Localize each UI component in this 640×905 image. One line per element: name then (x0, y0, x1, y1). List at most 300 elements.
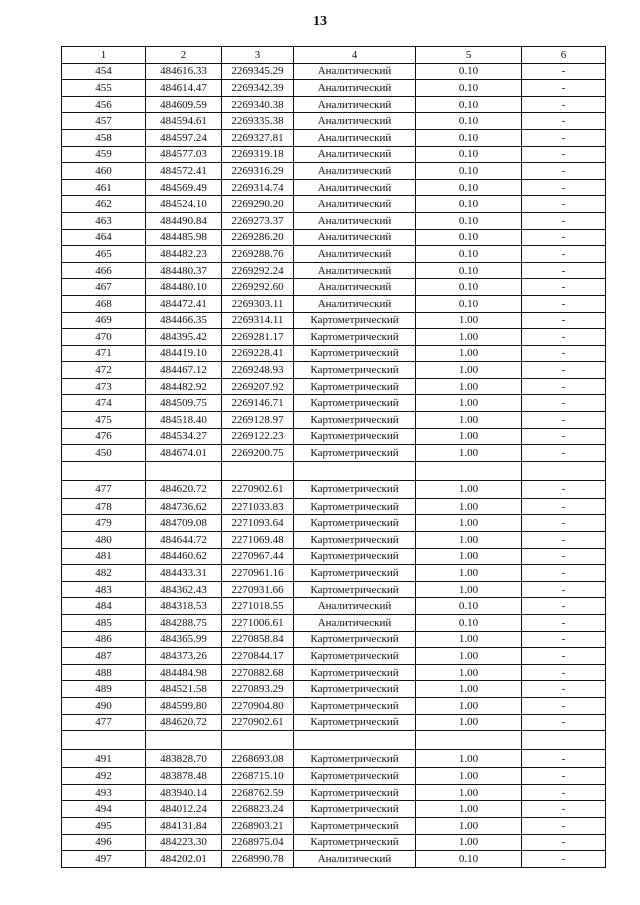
table-cell: 484466.35 (146, 312, 222, 329)
table-row (62, 196, 606, 213)
table-cell: 2271006.61 (222, 615, 294, 632)
table-cell: - (522, 345, 606, 362)
table-cell: 1.00 (416, 681, 522, 698)
table-cell: - (522, 581, 606, 598)
table-cell: - (522, 498, 606, 515)
table-cell: 2269128.97 (222, 412, 294, 429)
table-cell: - (522, 565, 606, 582)
table-cell: 490 (62, 697, 146, 714)
table-cell: - (522, 329, 606, 346)
table-cell: 2269327.81 (222, 129, 294, 146)
table-cell (416, 731, 522, 750)
table-cell: Картометрический (294, 817, 416, 834)
table-cell: Картометрический (294, 498, 416, 515)
table-cell: 484472.41 (146, 295, 222, 312)
table-row (62, 378, 606, 395)
table-cell: 477 (62, 480, 146, 498)
table-cell (62, 461, 146, 480)
table-cell: 484709.08 (146, 515, 222, 532)
table-cell: 494 (62, 801, 146, 818)
table-cell: 471 (62, 345, 146, 362)
table-cell: 467 (62, 279, 146, 296)
table-cell: Картометрический (294, 548, 416, 565)
table-cell: 2269122.23 (222, 428, 294, 445)
coordinates-table (61, 46, 606, 868)
table-cell: 1.00 (416, 631, 522, 648)
table-cell: 2269207.92 (222, 378, 294, 395)
table-row (62, 179, 606, 196)
table-cell (222, 461, 294, 480)
table-cell: 1.00 (416, 581, 522, 598)
table-cell: 2270931.66 (222, 581, 294, 598)
column-header: 1 (62, 47, 146, 64)
table-cell (146, 461, 222, 480)
table-cell: 2269146.71 (222, 395, 294, 412)
table-cell: Картометрический (294, 428, 416, 445)
table-cell: 484524.10 (146, 196, 222, 213)
table-cell: 0.10 (416, 146, 522, 163)
table-cell: Картометрический (294, 581, 416, 598)
table-cell: - (522, 212, 606, 229)
table-cell: Аналитический (294, 179, 416, 196)
table-cell (294, 461, 416, 480)
table-cell: 0.10 (416, 598, 522, 615)
table-cell: 488 (62, 664, 146, 681)
table-cell: 2269281.17 (222, 329, 294, 346)
table-cell: - (522, 664, 606, 681)
table-cell: 460 (62, 163, 146, 180)
table-cell: 1.00 (416, 480, 522, 498)
table-cell: 484433.31 (146, 565, 222, 582)
table-row (62, 329, 606, 346)
table-cell: 2269316.29 (222, 163, 294, 180)
table-cell: 1.00 (416, 565, 522, 582)
table-cell: 484614.47 (146, 80, 222, 97)
table-cell: 469 (62, 312, 146, 329)
table-cell: 470 (62, 329, 146, 346)
table-cell: 2269286.20 (222, 229, 294, 246)
table-cell: 2269273.37 (222, 212, 294, 229)
table-row (62, 80, 606, 97)
table-cell: 2270882.68 (222, 664, 294, 681)
table-cell: - (522, 295, 606, 312)
table-cell: 492 (62, 768, 146, 785)
table-cell: 484395.42 (146, 329, 222, 346)
table-cell: Аналитический (294, 246, 416, 263)
table-cell: 484131.84 (146, 817, 222, 834)
table-cell: 485 (62, 615, 146, 632)
column-header: 3 (222, 47, 294, 64)
table-cell: Картометрический (294, 664, 416, 681)
table-cell: - (522, 480, 606, 498)
table-cell: - (522, 312, 606, 329)
table-cell: 2271093.64 (222, 515, 294, 532)
table-cell: 484736.62 (146, 498, 222, 515)
table-cell: 2270902.61 (222, 714, 294, 731)
table-cell: 484485.98 (146, 229, 222, 246)
table-cell (522, 461, 606, 480)
table-cell: - (522, 515, 606, 532)
table-spacer-row (62, 731, 606, 750)
table-cell: 484569.49 (146, 179, 222, 196)
table-cell: 484362.43 (146, 581, 222, 598)
table-cell (416, 461, 522, 480)
column-header: 4 (294, 47, 416, 64)
table-cell: 484609.59 (146, 96, 222, 113)
table-cell: 484597.24 (146, 129, 222, 146)
table-cell: 2271033.83 (222, 498, 294, 515)
table-cell: 466 (62, 262, 146, 279)
table-cell: - (522, 146, 606, 163)
table-cell: 484534.27 (146, 428, 222, 445)
table-row (62, 345, 606, 362)
table-cell: - (522, 229, 606, 246)
table-cell: 2270858.84 (222, 631, 294, 648)
table-cell: 1.00 (416, 412, 522, 429)
table-cell: Картометрический (294, 681, 416, 698)
column-header: 2 (146, 47, 222, 64)
table-cell: 484572.41 (146, 163, 222, 180)
table-cell: 2269340.38 (222, 96, 294, 113)
table-cell: 0.10 (416, 179, 522, 196)
table-cell: 461 (62, 179, 146, 196)
table-cell: 478 (62, 498, 146, 515)
table-cell: 1.00 (416, 648, 522, 665)
table-cell: 484223.30 (146, 834, 222, 851)
table-cell: Аналитический (294, 113, 416, 130)
table-row (62, 834, 606, 851)
table-cell: 0.10 (416, 615, 522, 632)
table-cell: 0.10 (416, 113, 522, 130)
table-cell: - (522, 395, 606, 412)
table-cell: 483878.48 (146, 768, 222, 785)
table-cell: Аналитический (294, 262, 416, 279)
table-cell: 2270902.61 (222, 480, 294, 498)
table-cell: 1.00 (416, 515, 522, 532)
table-cell: 2269345.29 (222, 63, 294, 80)
table-cell: 483828.70 (146, 750, 222, 768)
column-header: 6 (522, 47, 606, 64)
table-cell: - (522, 697, 606, 714)
table-row (62, 96, 606, 113)
table-row (62, 598, 606, 615)
table-cell: 474 (62, 395, 146, 412)
table-row (62, 532, 606, 549)
table-cell: 484318.53 (146, 598, 222, 615)
table-cell: 2269292.24 (222, 262, 294, 279)
table-cell: - (522, 63, 606, 80)
table-cell: Картометрический (294, 648, 416, 665)
table-cell: 2269314.74 (222, 179, 294, 196)
table-row (62, 362, 606, 379)
table-cell: 450 (62, 445, 146, 462)
table-cell: 458 (62, 129, 146, 146)
table-row (62, 697, 606, 714)
table-cell: Аналитический (294, 295, 416, 312)
table-body (62, 63, 606, 867)
table-cell: 2269248.93 (222, 362, 294, 379)
table-row (62, 817, 606, 834)
table-cell: 484620.72 (146, 480, 222, 498)
table-row (62, 63, 606, 80)
table-cell: 462 (62, 196, 146, 213)
table-cell: - (522, 801, 606, 818)
table-row (62, 212, 606, 229)
table-spacer-row (62, 461, 606, 480)
table-cell: 493 (62, 784, 146, 801)
table-cell: 2269228.41 (222, 345, 294, 362)
table-cell: 1.00 (416, 697, 522, 714)
table-cell: 484644.72 (146, 532, 222, 549)
table-cell: Аналитический (294, 80, 416, 97)
table-cell: 2270844.17 (222, 648, 294, 665)
table-cell: 1.00 (416, 784, 522, 801)
column-header: 5 (416, 47, 522, 64)
table-cell: 484 (62, 598, 146, 615)
table-cell: - (522, 279, 606, 296)
table-cell: 2269335.38 (222, 113, 294, 130)
table-cell: 0.10 (416, 279, 522, 296)
table-cell: 2270961.16 (222, 565, 294, 582)
table-cell: - (522, 784, 606, 801)
table-row (62, 581, 606, 598)
table-cell: Картометрический (294, 345, 416, 362)
table-cell: - (522, 163, 606, 180)
table-cell: 495 (62, 817, 146, 834)
table-cell: 482 (62, 565, 146, 582)
table-cell: - (522, 129, 606, 146)
table-cell: 1.00 (416, 345, 522, 362)
table-cell: Картометрический (294, 784, 416, 801)
table-cell: 484521.58 (146, 681, 222, 698)
table-cell: 1.00 (416, 714, 522, 731)
table-cell: 1.00 (416, 664, 522, 681)
table-cell: Аналитический (294, 96, 416, 113)
table-cell: 484518.40 (146, 412, 222, 429)
table-cell: 2269314.11 (222, 312, 294, 329)
table-row (62, 648, 606, 665)
table-cell: Картометрический (294, 750, 416, 768)
table-cell: 0.10 (416, 851, 522, 868)
table-header-row (62, 47, 606, 64)
table-cell: - (522, 615, 606, 632)
table-row (62, 784, 606, 801)
table-cell: - (522, 362, 606, 379)
table-cell: Картометрический (294, 631, 416, 648)
table-cell: 463 (62, 212, 146, 229)
table-cell: - (522, 262, 606, 279)
table-cell: - (522, 179, 606, 196)
table-row (62, 445, 606, 462)
table-cell: Картометрический (294, 395, 416, 412)
table-cell: 2268762.59 (222, 784, 294, 801)
table-cell: 1.00 (416, 378, 522, 395)
table-cell: 473 (62, 378, 146, 395)
table-cell: - (522, 412, 606, 429)
table-cell: 0.10 (416, 229, 522, 246)
table-cell: 457 (62, 113, 146, 130)
table-cell: 484599.80 (146, 697, 222, 714)
table-cell: 481 (62, 548, 146, 565)
table-cell: - (522, 768, 606, 785)
table-cell: Картометрический (294, 834, 416, 851)
table-cell: Аналитический (294, 163, 416, 180)
table-row (62, 295, 606, 312)
table-row (62, 146, 606, 163)
table-cell: 483 (62, 581, 146, 598)
table-cell (222, 731, 294, 750)
table-cell: Картометрический (294, 801, 416, 818)
table-cell: Аналитический (294, 129, 416, 146)
table-cell: 2269200.75 (222, 445, 294, 462)
table-cell: - (522, 445, 606, 462)
table-cell: 465 (62, 246, 146, 263)
table-cell: 1.00 (416, 445, 522, 462)
table-cell: 2268990.78 (222, 851, 294, 868)
table-row (62, 246, 606, 263)
table-cell: - (522, 851, 606, 868)
table-cell: Картометрический (294, 445, 416, 462)
table-cell: Картометрический (294, 515, 416, 532)
table-cell: 2271018.55 (222, 598, 294, 615)
table-cell: 0.10 (416, 96, 522, 113)
table-cell (146, 731, 222, 750)
table-cell: 2269292.60 (222, 279, 294, 296)
table-cell: 464 (62, 229, 146, 246)
table-cell: 2269319.18 (222, 146, 294, 163)
table-cell (62, 731, 146, 750)
table-cell: 484460.62 (146, 548, 222, 565)
table-cell: 475 (62, 412, 146, 429)
table-cell: Картометрический (294, 378, 416, 395)
table-cell: 491 (62, 750, 146, 768)
table-cell: 484484.98 (146, 664, 222, 681)
table-row (62, 262, 606, 279)
table-cell: Аналитический (294, 851, 416, 868)
table-cell: 0.10 (416, 246, 522, 263)
table-cell: 459 (62, 146, 146, 163)
table-row (62, 851, 606, 868)
table-cell: - (522, 532, 606, 549)
table-cell: Аналитический (294, 615, 416, 632)
table-cell: 454 (62, 63, 146, 80)
table-row (62, 312, 606, 329)
table-cell: 480 (62, 532, 146, 549)
table-cell: Картометрический (294, 312, 416, 329)
table-cell: Картометрический (294, 329, 416, 346)
table-row (62, 163, 606, 180)
table-cell: 1.00 (416, 750, 522, 768)
table-cell: 2268823.24 (222, 801, 294, 818)
table-cell: Картометрический (294, 532, 416, 549)
table-cell: 0.10 (416, 63, 522, 80)
table-cell: 2269288.76 (222, 246, 294, 263)
table-cell: 2270904.80 (222, 697, 294, 714)
table-cell: Картометрический (294, 362, 416, 379)
table-cell: 484480.37 (146, 262, 222, 279)
table-row (62, 768, 606, 785)
table-cell: 2269303.11 (222, 295, 294, 312)
page-number: 13 (313, 14, 327, 29)
table-row (62, 113, 606, 130)
table-row (62, 801, 606, 818)
table-cell: 1.00 (416, 548, 522, 565)
table-cell: Картометрический (294, 714, 416, 731)
table-cell (522, 731, 606, 750)
table-cell: 489 (62, 681, 146, 698)
table-cell: 484577.03 (146, 146, 222, 163)
table-row (62, 129, 606, 146)
table-cell: 455 (62, 80, 146, 97)
table-cell: 484490.84 (146, 212, 222, 229)
table-cell: - (522, 196, 606, 213)
table-row (62, 681, 606, 698)
table-cell: Аналитический (294, 598, 416, 615)
table-cell: - (522, 834, 606, 851)
table-cell: Аналитический (294, 212, 416, 229)
table-cell: 2270893.29 (222, 681, 294, 698)
table-cell: 484674.01 (146, 445, 222, 462)
table-cell: 1.00 (416, 817, 522, 834)
table-row (62, 714, 606, 731)
table-cell: 2269290.20 (222, 196, 294, 213)
table-cell: 2268975.04 (222, 834, 294, 851)
table-cell: Аналитический (294, 279, 416, 296)
table-cell: 2271069.48 (222, 532, 294, 549)
table-cell: 484616.33 (146, 63, 222, 80)
table-row (62, 395, 606, 412)
table-row (62, 480, 606, 498)
table-cell: - (522, 631, 606, 648)
table-cell: 2268715.10 (222, 768, 294, 785)
table-cell: 476 (62, 428, 146, 445)
table-cell: 456 (62, 96, 146, 113)
table-cell: 1.00 (416, 428, 522, 445)
table-cell: 484620.72 (146, 714, 222, 731)
table-cell: - (522, 96, 606, 113)
table-cell: 484373.26 (146, 648, 222, 665)
table-cell: 0.10 (416, 295, 522, 312)
table-cell: 497 (62, 851, 146, 868)
table-row (62, 428, 606, 445)
table-cell: 1.00 (416, 768, 522, 785)
table-cell: Картометрический (294, 412, 416, 429)
table-cell: - (522, 681, 606, 698)
table-cell: Картометрический (294, 697, 416, 714)
table-cell: 496 (62, 834, 146, 851)
table-cell: 2269342.39 (222, 80, 294, 97)
table-cell: 1.00 (416, 532, 522, 549)
table-cell: 2268693.08 (222, 750, 294, 768)
table-cell: 1.00 (416, 329, 522, 346)
table-cell: - (522, 80, 606, 97)
table-cell: 477 (62, 714, 146, 731)
table-cell: - (522, 714, 606, 731)
table-row (62, 279, 606, 296)
table-cell: 0.10 (416, 163, 522, 180)
table-cell: - (522, 548, 606, 565)
table-cell: 484509.75 (146, 395, 222, 412)
table-cell: 0.10 (416, 212, 522, 229)
table-cell: 1.00 (416, 498, 522, 515)
table-cell: - (522, 378, 606, 395)
table-cell: - (522, 598, 606, 615)
table-cell: 484288.75 (146, 615, 222, 632)
table-cell: - (522, 113, 606, 130)
table-cell: 0.10 (416, 80, 522, 97)
table-row (62, 631, 606, 648)
table-cell: 486 (62, 631, 146, 648)
